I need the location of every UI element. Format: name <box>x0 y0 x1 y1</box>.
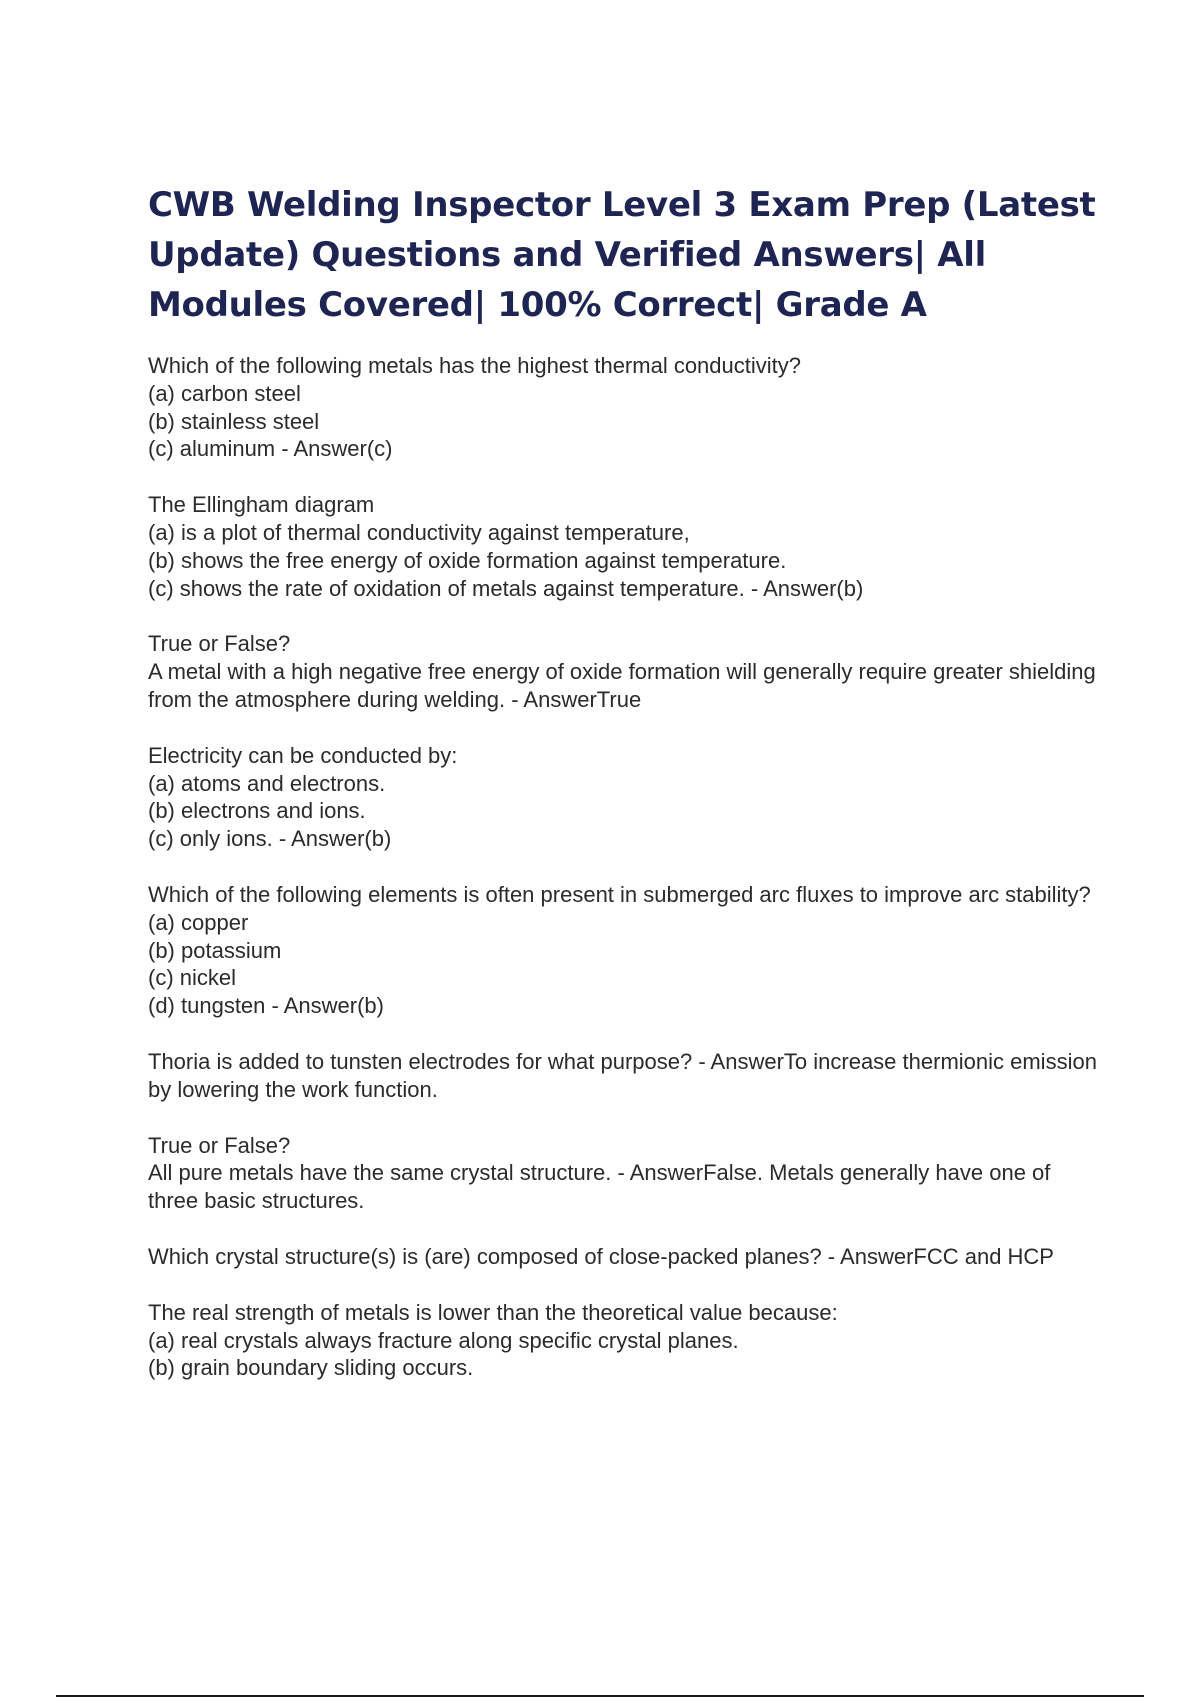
answer-option: (c) nickel <box>148 965 237 991</box>
question-text: The real strength of metals is lower than the theoretical value because: <box>148 1299 838 1325</box>
question-text: Which of the following elements is often present in submerged arc fluxes to improve arc stability? <box>148 881 1091 907</box>
question-list <box>148 352 1104 1410</box>
question-item <box>148 881 1098 1020</box>
question-item <box>148 1048 1104 1104</box>
question-item <box>148 1243 1098 1271</box>
answer-option: (b) shows the free energy of oxide formation against temperature. <box>148 547 787 573</box>
answer-option: (c) aluminum - Answer(c) <box>148 436 393 462</box>
question-text: Which crystal structure(s) is (are) composed of close-packed planes? - AnswerFCC and HCP <box>148 1243 1054 1269</box>
answer-option: (c) shows the rate of oxidation of metals against temperature. - Answer(b) <box>148 575 864 601</box>
question-text: True or False? <box>148 631 291 657</box>
answer-option: (a) is a plot of thermal conductivity against temperature, <box>148 519 690 545</box>
question-text: True or False? <box>148 1132 291 1158</box>
answer-option: (b) stainless steel <box>148 408 320 434</box>
question-item <box>148 491 1098 602</box>
question-text: The Ellingham diagram <box>148 492 375 518</box>
answer-option: (d) tungsten - Answer(b) <box>148 993 384 1019</box>
answer-option: (a) copper <box>148 909 249 935</box>
question-item <box>148 630 1102 713</box>
answer-option: (a) carbon steel <box>148 380 301 406</box>
page-bottom-divider <box>56 1695 1144 1697</box>
question-body: A metal with a high negative free energy of oxide formation will generally require greater shielding from the atmosphere during welding. - AnswerTrue <box>148 659 1102 712</box>
answer-option: (b) potassium <box>148 937 282 963</box>
question-item <box>148 742 1098 853</box>
question-text: Electricity can be conducted by: <box>148 742 458 768</box>
question-body: All pure metals have the same crystal structure. - AnswerFalse. Metals generally have one of three basic structures. <box>148 1160 1057 1214</box>
answer-option: (a) real crystals always fracture along specific crystal planes. <box>148 1327 739 1353</box>
question-text: Which of the following metals has the highest thermal conductivity? <box>148 353 801 378</box>
document-title: CWB Welding Inspector Level 3 Exam Prep (Latest Update) Questions and Verified Answers| All Modules Covered| 100% Correct| Grade A <box>148 185 1096 325</box>
answer-option: (b) electrons and ions. <box>148 798 366 824</box>
question-item <box>148 1299 1098 1382</box>
answer-option: (c) only ions. - Answer(b) <box>148 826 392 852</box>
question-item <box>148 1132 1098 1215</box>
answer-option: (a) atoms and electrons. <box>148 770 386 796</box>
question-item <box>148 352 1098 463</box>
question-text: Thoria is added to tunsten electrodes for what purpose? - AnswerTo increase thermionic emission by lowering the work function. <box>148 1048 1104 1102</box>
answer-option: (b) grain boundary sliding occurs. <box>148 1355 474 1381</box>
